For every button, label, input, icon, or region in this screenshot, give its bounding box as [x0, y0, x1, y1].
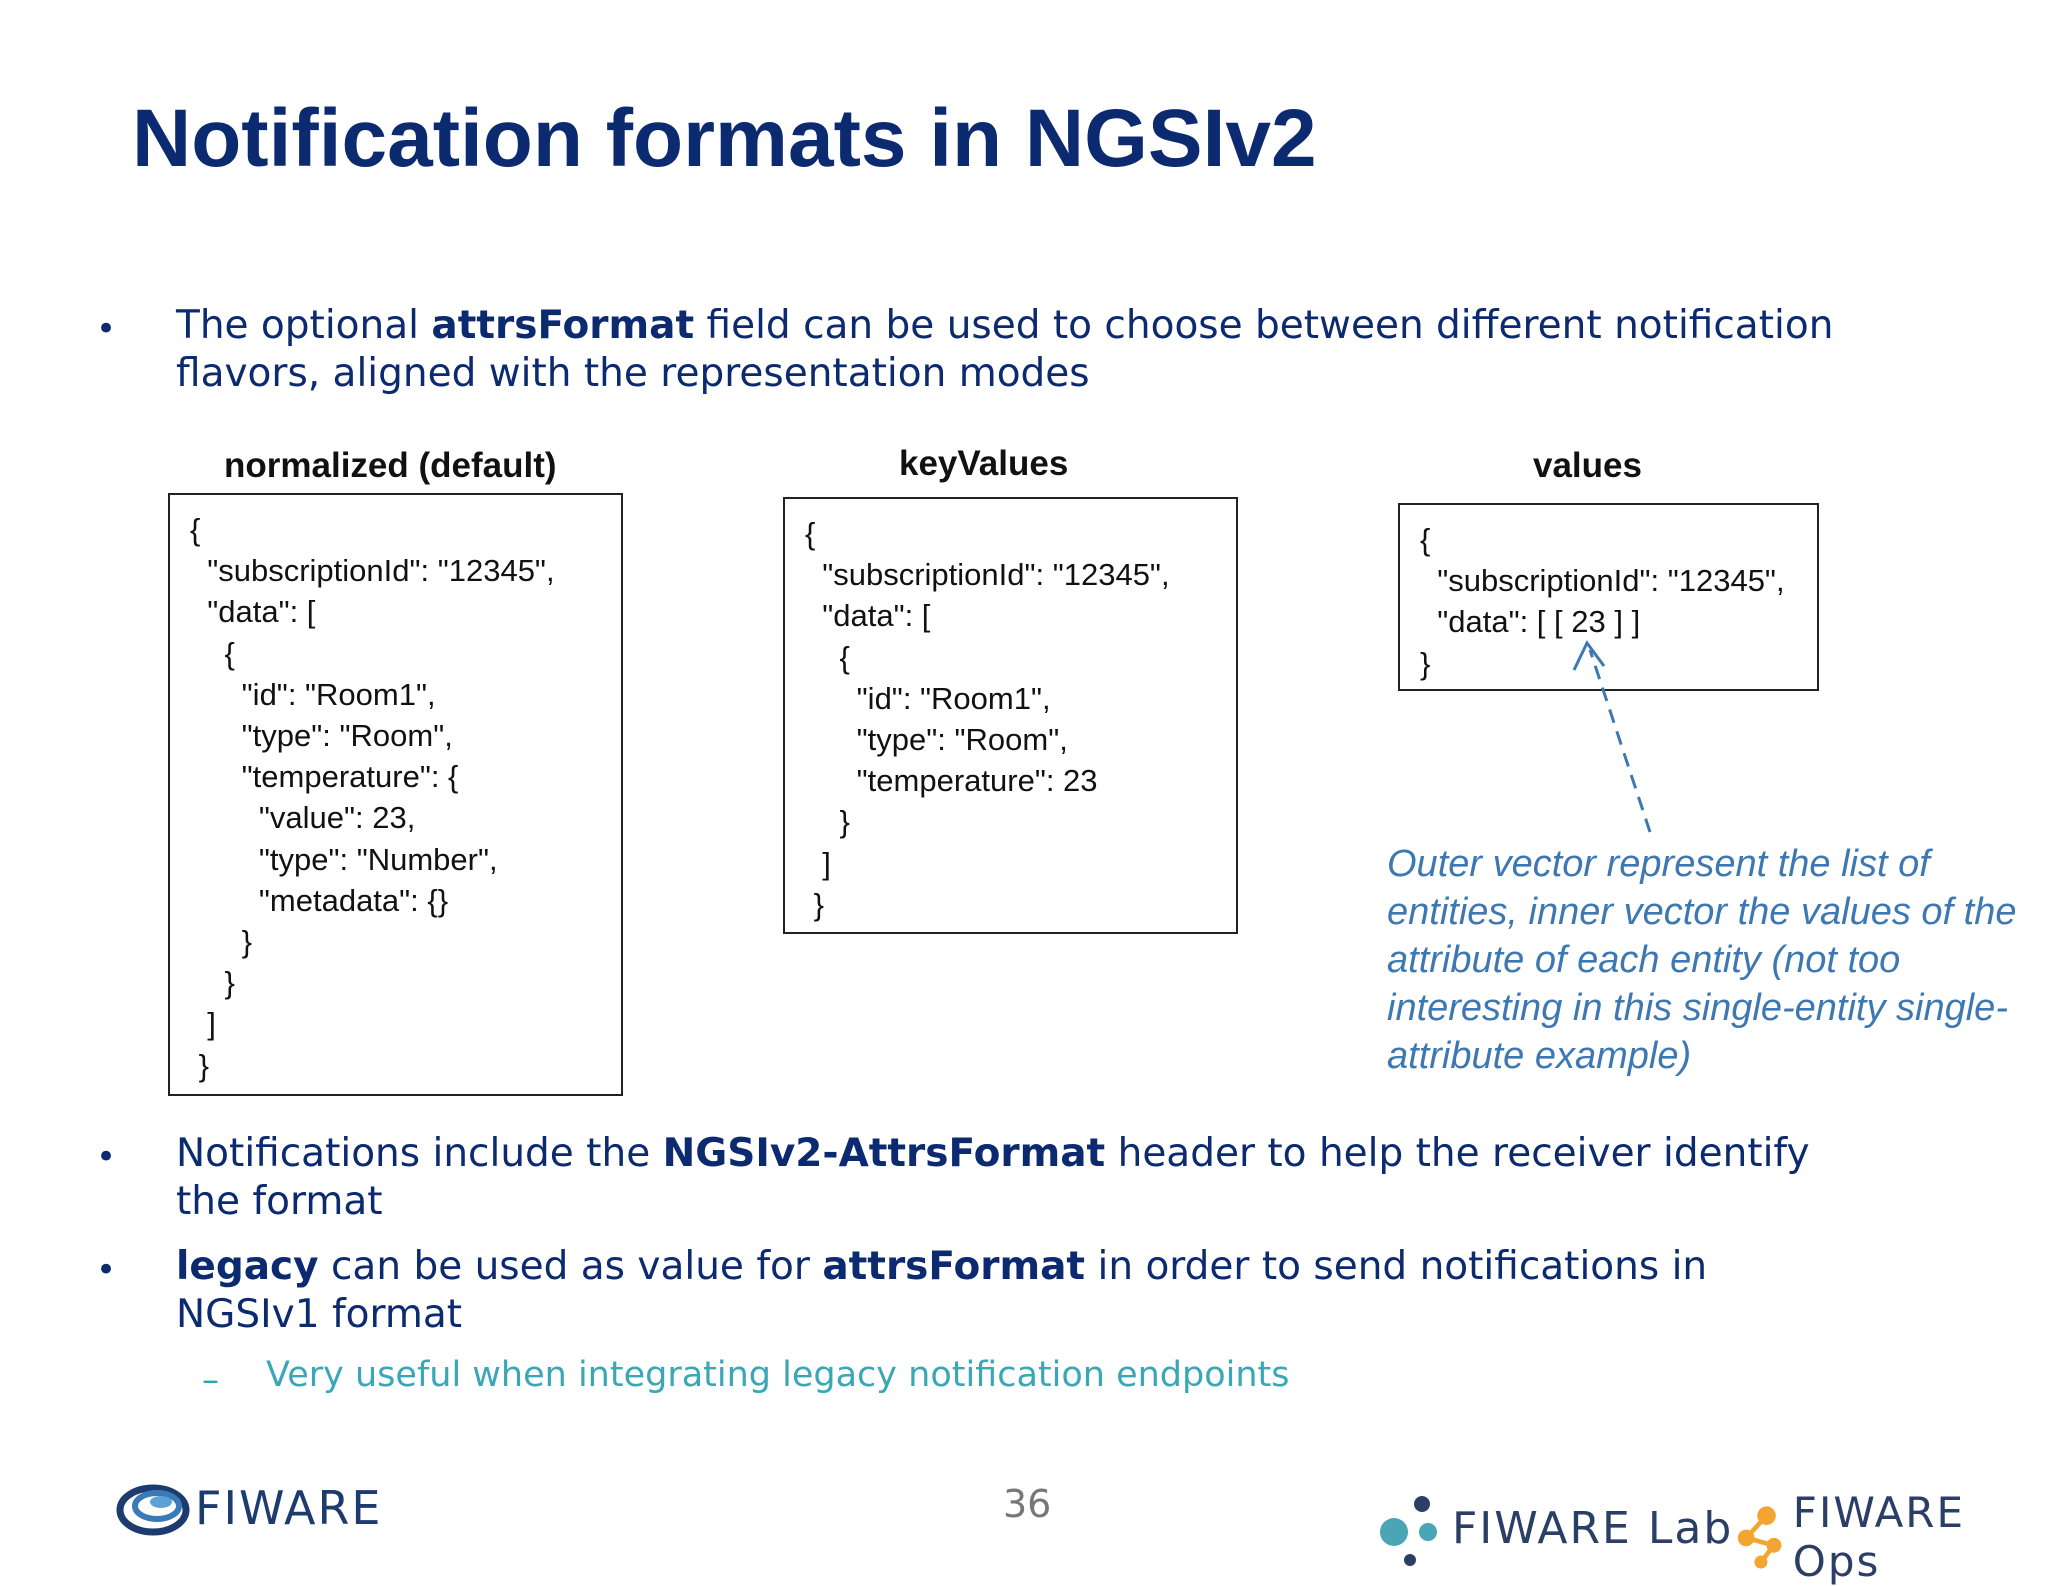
- page-number: 36: [1003, 1482, 1052, 1526]
- bullet-marker: •: [96, 309, 117, 349]
- annotation-note: Outer vector represent the list of entities, inner vector the values of the attribute of each entity (not too interesting in this single-entity single-attribute example): [1387, 843, 2017, 1077]
- fiware-lab-logo: [1370, 1488, 1733, 1568]
- code-values: { "subscriptionId": "12345", "data": [ [ 23 ] ] }: [1420, 522, 1785, 681]
- bullet-1: The optional attrsFormat field can be used to choose between different notification flavors, aligned with the representation modes: [176, 303, 1834, 396]
- code-keyvalues: { "subscriptionId": "12345", "data": [ { "id": "Room1", "type": "Room", "temperature": 23 } ] }: [805, 516, 1170, 922]
- heading-normalized: normalized (default): [224, 446, 557, 485]
- bullet-marker: •: [96, 1250, 117, 1290]
- fiware-lab-molecule-icon: [1370, 1488, 1450, 1568]
- fiware-lab-logo-text: FIWARE Lab: [1452, 1502, 1734, 1554]
- code-box-normalized: [168, 493, 623, 1096]
- fiware-ops-logo-text: FIWARE Ops: [1792, 1488, 1966, 1586]
- bullet-2: Notifications include the NGSIv2-AttrsFormat header to help the receiver identify the format: [176, 1131, 1810, 1224]
- fiware-swirl-icon: [115, 1478, 191, 1538]
- slide-title: Notification formats in NGSIv2: [132, 93, 1317, 184]
- sub-bullet-dash: –: [202, 1360, 219, 1400]
- fiware-logo-text: FIWARE: [195, 1481, 383, 1535]
- fiware-ops-nodes-icon: [1735, 1502, 1789, 1572]
- bullet-marker: •: [96, 1137, 117, 1177]
- code-box-keyvalues: [783, 497, 1238, 934]
- heading-values: values: [1533, 446, 1642, 485]
- code-normalized: { "subscriptionId": "12345", "data": [ { "id": "Room1", "type": "Room", "temperature": { "value": 23, "type": "Number", "metadata": {} } } ] }: [190, 512, 555, 1083]
- fiware-ops-logo: [1735, 1488, 2048, 1586]
- bullet-3: legacy can be used as value for attrsFormat in order to send notifications in NGSIv1 format: [176, 1244, 1708, 1337]
- fiware-logo: [115, 1478, 383, 1538]
- code-box-values: [1398, 503, 1819, 691]
- heading-keyvalues: keyValues: [899, 444, 1069, 483]
- sub-bullet-text: Very useful when integrating legacy notification endpoints: [266, 1355, 1290, 1395]
